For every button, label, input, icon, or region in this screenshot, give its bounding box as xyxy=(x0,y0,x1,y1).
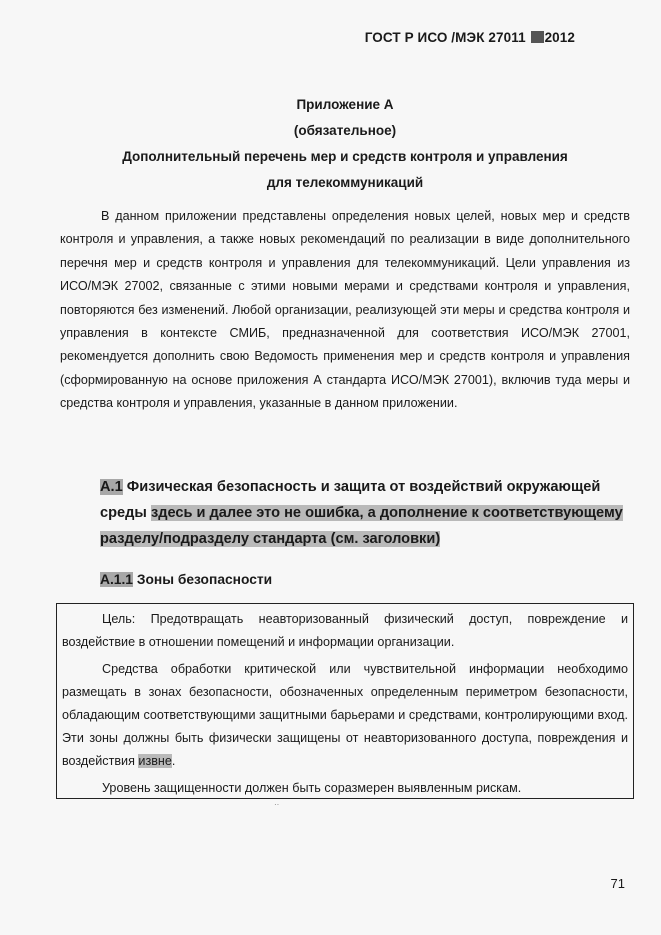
section-number: А.1 xyxy=(100,479,123,495)
section-title: Физическая безопасность и защита от воздействий окружающей среды xyxy=(100,479,601,521)
control-measure xyxy=(62,658,628,773)
intro-paragraph: В данном приложении представлены определения новых целей, новых мер и средств контроля и управления, а также новых рекомендаций по реализации в виде дополнительного перечня мер и средств контроля и управления для телекоммуникаций. Цели управления из ИСО/МЭК 27002, связанные с этими новыми мерами и средствами контроля и управления, повторяются без изменений. Любой организации, реализующей эти меры и средства контроля и управления в контексте СМИБ, предназначенной для соответствия ИСО/МЭК 27001, рекомендуется дополнить свою Ведомость применения мер и средств контроля и управления (сформированную на основе приложения А стандарта ИСО/МЭК 27001), включив туда меры и средства контроля и управления, указанные в данном приложении. xyxy=(60,209,630,411)
subsection-title: Зоны безопасности xyxy=(136,572,273,587)
footnote-mark: ·· xyxy=(274,800,280,809)
appendix-status: (обязательное) xyxy=(293,123,397,138)
control-measure-text: Средства обработки критической или чувствительной информации необходимо размещать в зонах безопасности, обозначенных определенным периметром безопасности, обладающим соответствующими защитными барьерами и средствами, контролирующими вход. Эти зоны должны быть физически защищены от неавторизованного доступа, повреждения и воздействия xyxy=(62,662,628,768)
control-measure-end: . xyxy=(171,754,176,768)
appendix-title-block xyxy=(60,92,630,196)
page-number: 71 xyxy=(610,876,625,891)
control-box xyxy=(56,603,634,799)
header-standard-prefix: ГОСТ Р ИСО /МЭК 27011 xyxy=(364,30,526,45)
control-objective: Цель: Предотвращать неавторизованный физический доступ, повреждение и воздействие в отношении помещений и информации организации. xyxy=(62,612,628,649)
appendix-heading-line-1: Дополнительный перечень мер и средств контроля и управления xyxy=(122,149,568,164)
section-editor-note: здесь и далее это не ошибка, а дополнение к соответствующему разделу/подразделу стандарта (см. заголовки) xyxy=(100,505,623,547)
control-risk-level: Уровень защищенности должен быть соразмерен выявленным рискам. xyxy=(102,781,522,795)
section-heading xyxy=(100,474,630,552)
subsection-number: А.1.1 xyxy=(100,572,133,587)
control-measure-highlight: извне xyxy=(138,754,172,768)
appendix-heading-line-2: для телекоммуникаций xyxy=(266,175,424,190)
appendix-title: Приложение А xyxy=(296,97,394,112)
subsection-heading xyxy=(100,569,272,591)
header-year: 2012 xyxy=(544,30,575,45)
page-header xyxy=(365,30,575,45)
header-dash-mark xyxy=(531,31,544,43)
